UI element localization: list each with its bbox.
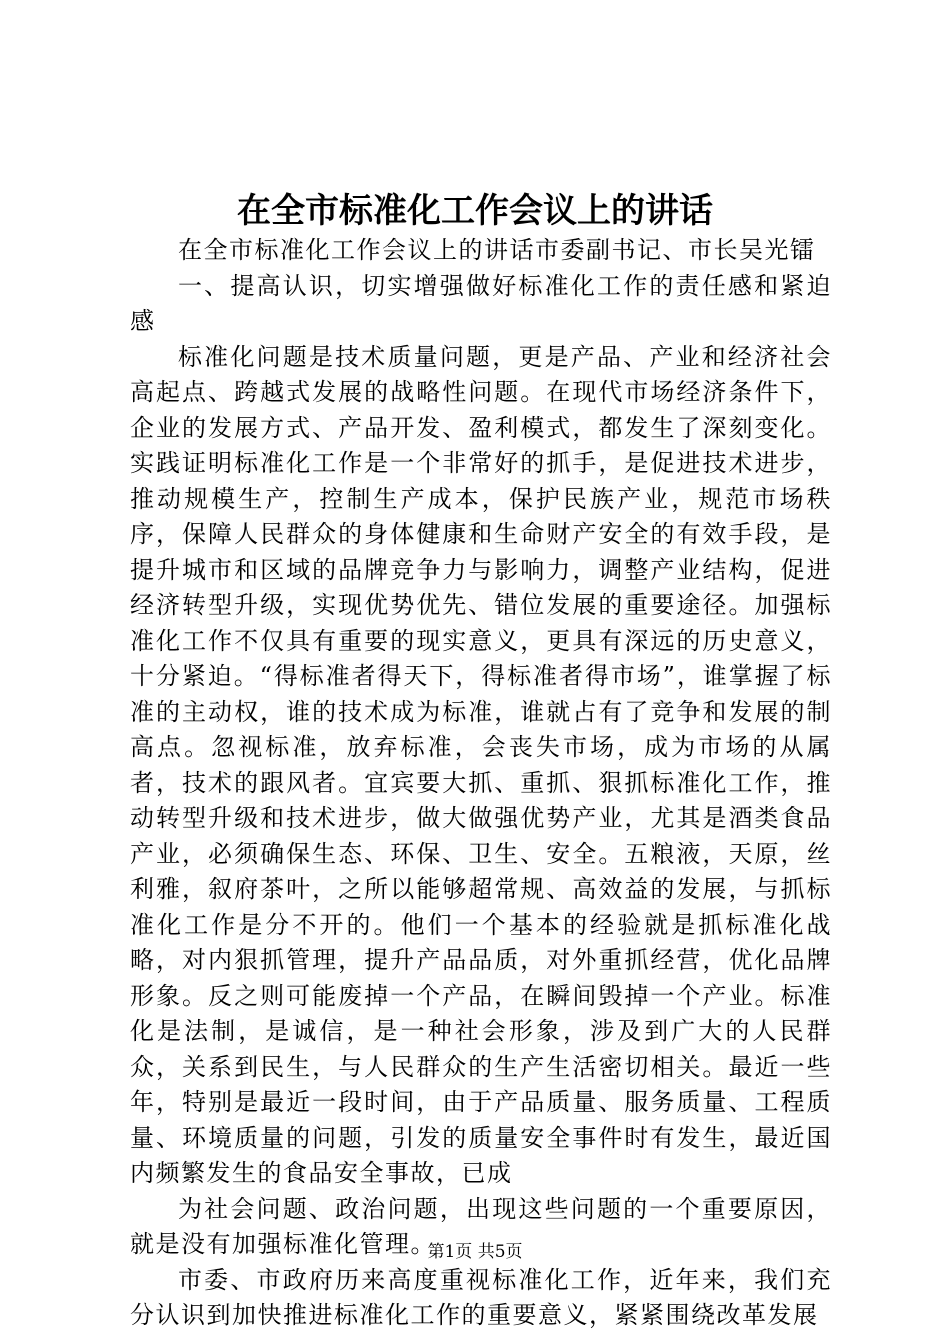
paragraph-author-line: 在全市标准化工作会议上的讲话市委副书记、市长吴光镭	[178, 236, 816, 264]
paragraph-section-heading: 一、提高认识，切实增强做好标准化工作的责任感和紧迫感	[130, 271, 832, 335]
paragraph-body: 为社会问题、政治问题，出现这些问题的一个重要原因，就是没有加强标准化管理。	[130, 1194, 832, 1258]
document-title: 在全市标准化工作会议上的讲话	[237, 191, 713, 231]
paragraph-body: 市委、市政府历来高度重视标准化工作，近年来，我们充分认识到加快推进标准化工作的重要意义，紧紧围绕改革发展	[130, 1265, 832, 1329]
document-body	[130, 233, 832, 1334]
paragraph-body: 标准化问题是技术质量问题，更是产品、产业和经济社会高起点、跨越式发展的战略性问题。在现代市场经济条件下，企业的发展方式、产品开发、盈利模式，都发生了深刻变化。实践证明标准化工作是一个非常好的抓手，是促进技术进步，推动规模生产，控制生产成本，保护民族产业，规范市场秩序，保障人民群众的身体健康和生命财产安全的有效手段，是提升城市和区域的品牌竞争力与影响力，调整产业结构，促进经济转型升级，实现优势优先、错位发展的重要途径。加强标准化工作不仅具有重要的现实意义，更具有深远的历史意义，十分紧迫。“得标准者得天下，得标准者得市场”，谁掌握了标准的主动权，谁的技术成为标准，谁就占有了竞争和发展的制高点。忽视标准，放弃标准，会丧失市场，成为市场的从属者，技术的跟风者。宜宾要大抓、重抓、狠抓标准化工作，推动转型升级和技术进步，做大做强优势产业，尤其是酒类食品产业，必须确保生态、环保、卫生、安全。五粮液，天原，丝利雅，叙府茶叶，之所以能够超常规、高效益的发展，与抓标准化工作是分不开的。他们一个基本的经验就是抓标准化战略，对内狠抓管理，提升产品品质，对外重抓经营，优化品牌形象。反之则可能废掉一个产品，在瞬间毁掉一个产业。标准化是法制，是诚信，是一种社会形象，涉及到广大的人民群众，关系到民生，与人民群众的生产生活密切相关。最近一些年，特别是最近一段时间，由于产品质量、服务质量、工程质量、环境质量的问题，引发的质量安全事件时有发生，最近国内频繁发生的食品安全事故，已成	[130, 342, 832, 1187]
page-number-footer: 第1页 共5页	[427, 1242, 523, 1262]
